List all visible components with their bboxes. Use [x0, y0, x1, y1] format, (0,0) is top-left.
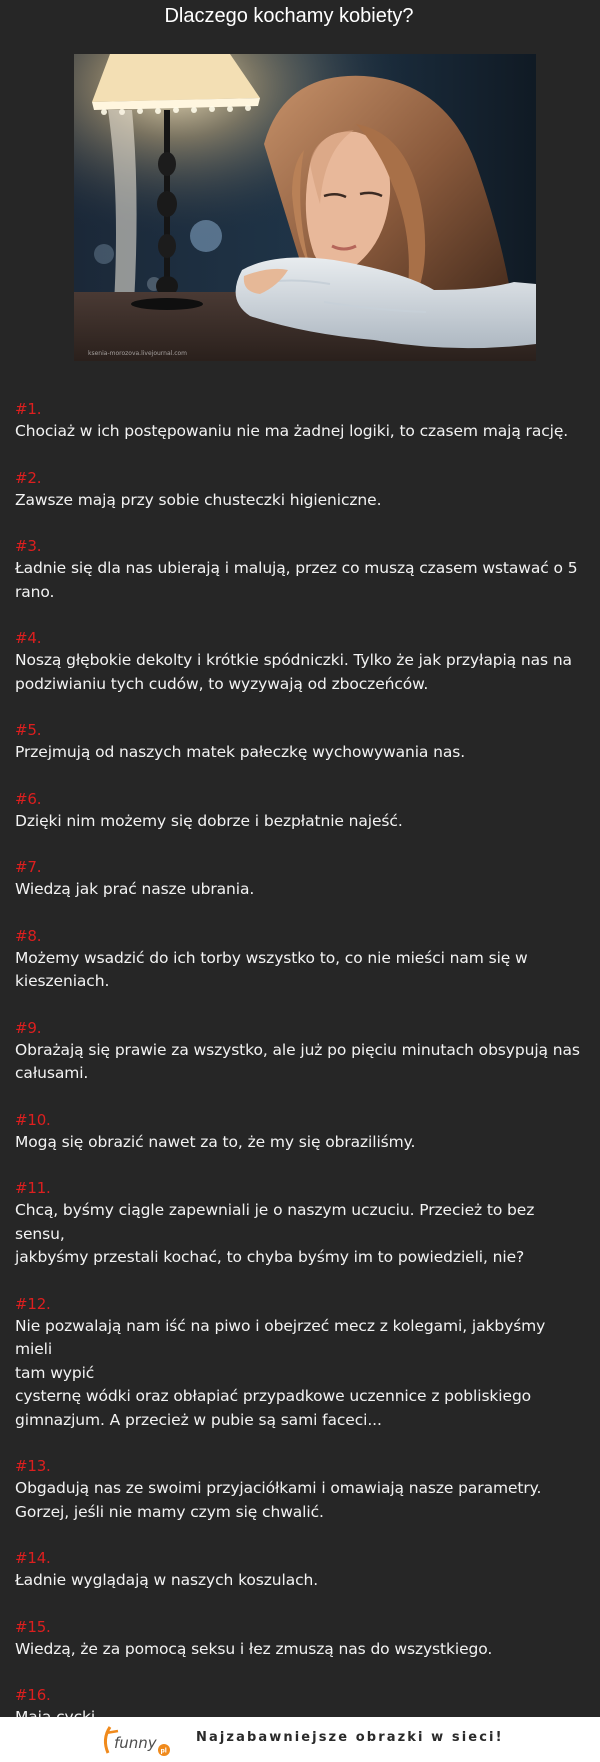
list-item [15, 1017, 585, 1109]
item-number: #16. [15, 1686, 51, 1704]
funny-pl-logo[interactable] [100, 1721, 180, 1759]
list-item [15, 535, 585, 627]
item-text-line: podziwianiu tych cudów, to wyzywają od zboczeńców. [15, 674, 429, 693]
item-spacer [15, 765, 585, 788]
footer-slogan: Najzabawniejsze obrazki w sieci! [196, 1730, 504, 1745]
item-spacer [15, 1154, 585, 1177]
list-item [15, 1109, 585, 1178]
item-text [15, 947, 585, 994]
item-spacer [15, 444, 585, 467]
item-number: #11. [15, 1179, 51, 1197]
item-spacer [15, 1432, 585, 1455]
item-text [15, 1315, 585, 1433]
item-text [15, 489, 585, 513]
list-item [15, 925, 585, 1017]
item-spacer [15, 512, 585, 535]
item-text [15, 1477, 585, 1524]
item-text [15, 557, 585, 604]
list-item [15, 1293, 585, 1456]
item-text [15, 420, 585, 444]
item-text [15, 878, 585, 902]
item-number: #10. [15, 1110, 51, 1129]
list-item [15, 1455, 585, 1547]
photo-watermark: ksenia-morozova.livejournal.com [88, 350, 188, 357]
item-spacer [15, 696, 585, 719]
item-text [15, 649, 585, 696]
item-number: #5. [15, 721, 42, 739]
item-number: #13. [15, 1457, 51, 1475]
item-number: #6. [15, 789, 42, 808]
item-spacer [15, 1524, 585, 1547]
item-text-line: cysternę wódki oraz obłapiać przypadkowe uczennice z pobliskiego [15, 1387, 532, 1405]
item-text-line: jakbyśmy przestali kochać, to chyba byśmy im to powiedzieli, nie? [15, 1248, 525, 1266]
list-item [15, 1177, 585, 1293]
item-number: #2. [15, 468, 42, 487]
item-text-line: Noszą głębokie dekolty i krótkie spódniczki. Tylko że jak przyłapią nas na [15, 651, 572, 669]
item-spacer [15, 1593, 585, 1616]
item-text-line: Wiedzą jak prać nasze ubrania. [15, 880, 255, 898]
item-spacer [15, 1270, 585, 1293]
item-number: #15. [15, 1617, 51, 1636]
logo-text: funny [114, 1734, 157, 1752]
item-number: #9. [15, 1018, 42, 1037]
item-text [15, 810, 585, 834]
item-text-line: Możemy wsadzić do ich torby wszystko to, co nie mieści nam się w [15, 948, 528, 967]
logo-badge: pl [160, 1747, 167, 1755]
item-text-line: Gorzej, jeśli nie mamy czym się chwalić. [15, 1502, 324, 1521]
list-item [15, 788, 585, 857]
item-text [15, 1039, 585, 1086]
item-spacer [15, 994, 585, 1017]
item-number: #1. [15, 400, 42, 418]
item-text-line: Przejmują od naszych matek pałeczkę wychowywania nas. [15, 743, 466, 761]
item-text-line: rano. [15, 582, 55, 601]
item-text-line: Zawsze mają przy sobie chusteczki higieniczne. [15, 490, 382, 509]
item-text-line: kieszeniach. [15, 972, 110, 990]
item-text-line: Ładnie się dla nas ubierają i malują, przez co muszą czasem wstawać o 5 [15, 559, 578, 577]
item-text-line: całusami. [15, 1064, 89, 1082]
list-item [15, 1547, 585, 1616]
item-text-line: Obgadują nas ze swoimi przyjaciółkami i omawiają nasze parametry. [15, 1479, 542, 1497]
item-text [15, 1638, 585, 1662]
page-title: Dlaczego kochamy kobiety? [164, 5, 414, 27]
photo-illustration [74, 54, 536, 361]
item-spacer [15, 902, 585, 925]
item-number: #14. [15, 1549, 51, 1567]
item-text-line: Chcą, byśmy ciągle zapewniali je o naszym uczuciu. Przecież to bez sensu, [15, 1201, 535, 1243]
item-number: #3. [15, 537, 42, 555]
item-spacer [15, 1661, 585, 1684]
item-text-line: Mogą się obrazić nawet za to, że my się obraziliśmy. [15, 1132, 416, 1151]
item-text [15, 741, 585, 765]
item-spacer [15, 1086, 585, 1109]
item-number: #7. [15, 858, 42, 876]
list-item [15, 719, 585, 788]
list-item [15, 627, 585, 719]
site-footer [0, 1717, 600, 1762]
reasons-list [15, 398, 585, 1730]
item-text-line: Dzięki nim możemy się dobrze i bezpłatnie najeść. [15, 811, 403, 830]
item-text-line: Nie pozwalają nam iść na piwo i obejrzeć mecz z kolegami, jakbyśmy mieli [15, 1316, 546, 1358]
list-item [15, 1616, 585, 1685]
item-number: #12. [15, 1294, 51, 1313]
article-photo [74, 54, 536, 361]
item-number: #8. [15, 926, 42, 945]
item-text [15, 1199, 585, 1270]
item-text-line: Wiedzą, że za pomocą seksu i łez zmuszą nas do wszystkiego. [15, 1639, 493, 1658]
item-text-line: Ładnie wyglądają w naszych koszulach. [15, 1571, 319, 1589]
item-text [15, 1569, 585, 1593]
list-item [15, 856, 585, 925]
item-text-line: Obrażają się prawie za wszystko, ale już po pięciu minutach obsypują nas [15, 1040, 580, 1059]
list-item [15, 398, 585, 467]
item-number: #4. [15, 629, 42, 647]
item-text [15, 1131, 585, 1155]
item-spacer [15, 833, 585, 856]
item-text-line: gimnazjum. A przecież w pubie są sami faceci... [15, 1410, 382, 1429]
item-text-line: Chociaż w ich postępowaniu nie ma żadnej logiki, to czasem mają rację. [15, 422, 569, 440]
item-spacer [15, 604, 585, 627]
list-item [15, 467, 585, 536]
item-text-line: tam wypić [15, 1363, 95, 1382]
